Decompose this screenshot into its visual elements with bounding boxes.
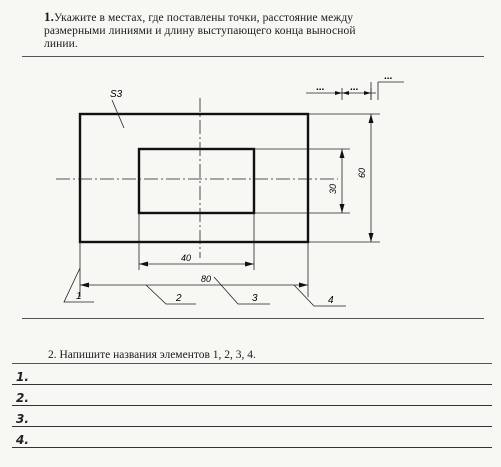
question-2: 2. Напишите названия элементов 1, 2, 3, 4. <box>48 349 256 361</box>
answer-label-4: 4. <box>16 433 29 447</box>
surface-label: S3 <box>110 89 123 100</box>
callout-1: 1 <box>76 291 82 302</box>
inner-rectangle <box>139 149 254 213</box>
callout-2-leader <box>146 285 196 304</box>
gap-dots-2: ... <box>350 82 359 93</box>
callout-3-leader <box>214 277 270 304</box>
overhang-dots: ... <box>384 71 393 82</box>
callout-3: 3 <box>252 293 258 304</box>
dim-80-label: 80 <box>201 274 212 284</box>
callout-4: 4 <box>328 295 334 306</box>
answer-line-1[interactable] <box>12 364 492 385</box>
callout-4-leader <box>294 285 346 306</box>
answer-line-4[interactable] <box>12 427 492 448</box>
dim-60-label: 60 <box>357 167 367 178</box>
callout-2: 2 <box>176 293 182 304</box>
answer-label-1: 1. <box>16 370 29 384</box>
answer-label-2: 2. <box>16 391 29 405</box>
question-1-text: Укажите в местах, где поставлены точки, расстояние между размерными линиями и длину выступающего конца выносной линии. <box>44 12 356 50</box>
answer-line-3[interactable] <box>12 406 492 427</box>
answer-label-3: 3. <box>16 412 29 426</box>
dim-30-label: 30 <box>328 183 338 194</box>
outer-rectangle <box>80 114 308 242</box>
gap-dots-1: ... <box>316 82 325 93</box>
answer-line-2[interactable] <box>12 385 492 406</box>
divider-rule <box>22 318 484 319</box>
dim-40-label: 40 <box>181 253 192 263</box>
question-1-number: 1. <box>44 9 54 24</box>
